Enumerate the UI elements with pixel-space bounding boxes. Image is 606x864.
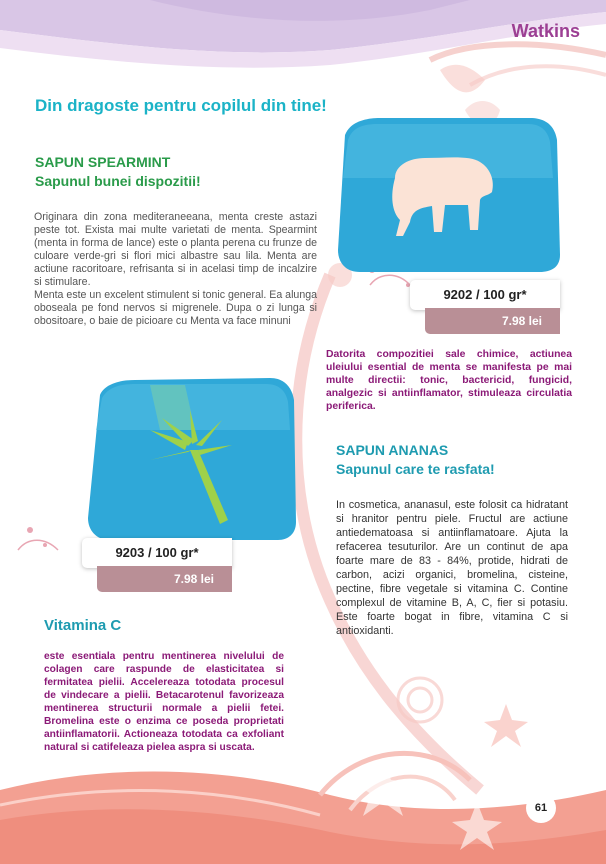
spearmint-price-card — [410, 280, 560, 336]
spearmint-description — [34, 211, 317, 328]
spearmint-para-2: Menta este un excelent stimulent si tonic general. Ea alunga oboseala pe fond nervos si migrenele. Dupa o zi lunga si obositoare, o baie de picioare cu Menta va face minuni — [34, 289, 317, 327]
ananas-price: 7.98 lei — [97, 566, 232, 592]
page-headline: Din dragoste pentru copilul din tine! — [35, 96, 327, 115]
spearmint-heading — [35, 153, 201, 191]
brand-logo: Watkins — [511, 21, 580, 41]
ananas-price-card — [82, 538, 232, 594]
ananas-soap-image — [88, 378, 296, 540]
ananas-subtitle: Sapunul care te rasfata! — [336, 461, 495, 477]
vitamin-c-description: este esentiala pentru mentinerea nivelului de colagen care raspunde de elasticitatea si fermitatea pielii. Accelereaza totodata procesul de vindecare a pielii. Betacarotenul favorizeaza mentinerea structurii normale a pielii fetei. Bromelina este o enzima ce poseda proprietati antiinflamatorii. Actioneaza totodata ca exfoliant natural si catifeleaza pielea aspra si uscata. — [44, 651, 284, 753]
spearmint-price: 7.98 lei — [425, 308, 560, 334]
spearmint-note: Datorita compozitiei sale chimice, actiunea uleiului esential de menta se manifesta pe mai multe directii: tonic, bactericid, fungicid, analgezic si antiinflamator, stimuleaza circulatia periferica. — [326, 349, 572, 412]
ananas-product-code: 9203 / 100 gr* — [82, 538, 232, 568]
ananas-heading — [336, 441, 495, 479]
spearmint-subtitle: Sapunul bunei dispozitii! — [35, 173, 201, 189]
vitamin-c-title: Vitamina C — [44, 617, 122, 634]
spearmint-title: SAPUN SPEARMINT — [35, 154, 171, 170]
spearmint-soap-image — [338, 118, 560, 272]
ananas-title: SAPUN ANANAS — [336, 442, 449, 458]
page-number: 61 — [526, 793, 556, 823]
spearmint-para-1: Originara din zona mediteraneeana, menta creste astazi peste tot. Exista mai multe varietati de menta. Spearmint (menta in forma de lance) este o planta perena cu frunze de culoare verde-gri si flori mici albastre sau lila. Menta are actiune racoritoare, refrisanta si in acelasi timp de incalzire si stimulare. — [34, 211, 317, 288]
ananas-description: In cosmetica, ananasul, este folosit ca hidratant si hranitor pentru piele. Fructul are actiune antiedematoasa si antiinflamatoare. Ajuta la refacerea tesuturilor. Are un continut de apa foarte mare de 83 - 84%, protide, hidrati de carbon, acizi organici, bromelina, cisteine, pectine, fibre vegetale si vitamina C. Contine complexul de vitamine B, A, C, fier si potasiu. Este foarte bogat in fibre, vitamina C si antioxidanti. — [336, 499, 568, 637]
spearmint-product-code: 9202 / 100 gr* — [410, 280, 560, 310]
